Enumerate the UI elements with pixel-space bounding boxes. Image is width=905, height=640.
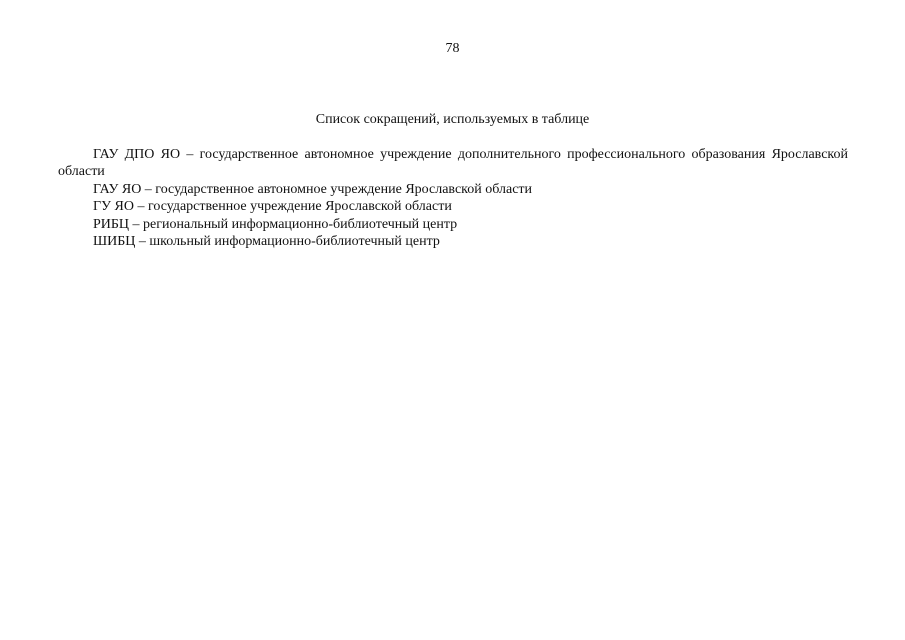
abbreviation-item: ГУ ЯО – государственное учреждение Ярославской области	[93, 199, 452, 215]
abbreviations-list	[58, 146, 848, 250]
abbreviation-item: РИБЦ – региональный информационно-библиотечный центр	[93, 216, 458, 232]
abbreviation-item: ГАУ ЯО – государственное автономное учреждение Ярославской области	[93, 181, 533, 197]
abbreviation-item: ШИБЦ – школьный информационно-библиотечный центр	[93, 234, 440, 250]
abbreviations-heading: Список сокращений, используемых в таблице	[315, 112, 590, 127]
abbreviation-item: ГАУ ДПО ЯО – государственное автономное учреждение дополнительного профессионального образования Ярославской области	[58, 147, 848, 180]
page-number: 78	[445, 41, 460, 56]
